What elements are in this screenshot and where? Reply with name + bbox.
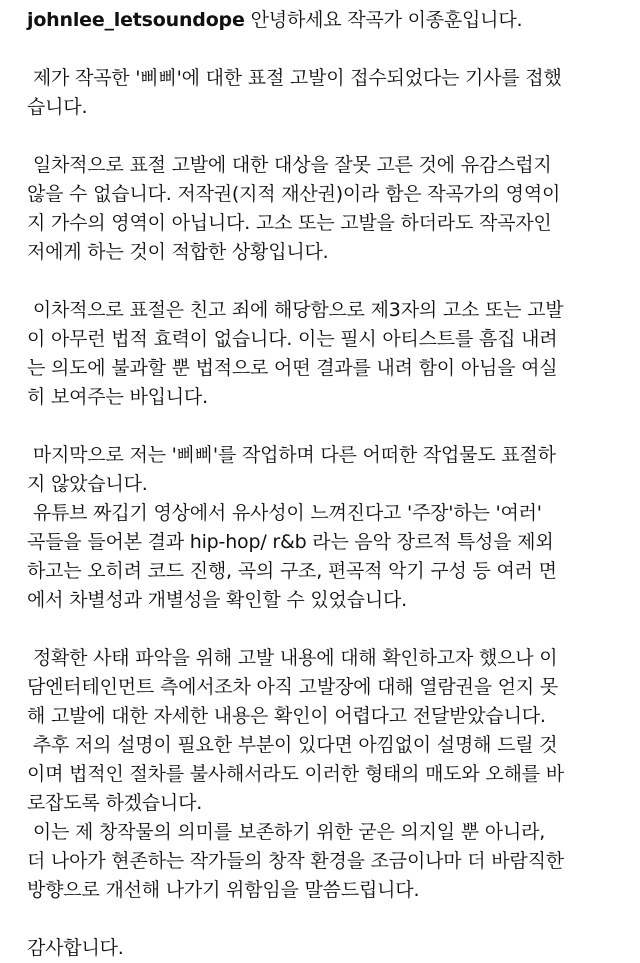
paragraph-gap bbox=[27, 615, 625, 644]
paragraph-closing bbox=[27, 934, 625, 963]
caption-line: 지 가수의 영역이 아닙니다. 고소 또는 고발을 하더라도 작곡자인 bbox=[27, 212, 552, 234]
closing-text: 감사합니다. bbox=[27, 937, 124, 959]
caption-line: 유튜브 짜깁기 영상에서 유사성이 느껴진다고 '주장'하는 '여러' bbox=[27, 502, 542, 524]
caption-line: 저에게 하는 것이 적합한 상황입니다. bbox=[27, 241, 329, 263]
caption-line: 정확한 사태 파악을 위해 고발 내용에 대해 확인하고자 했으나 이 bbox=[27, 647, 558, 669]
caption-line: 일차적으로 표절 고발에 대한 대상을 잘못 고른 것에 유감스럽지 bbox=[27, 154, 552, 176]
caption-line: 습니다. bbox=[27, 96, 88, 118]
caption-line: 지 않았습니다. bbox=[27, 473, 148, 495]
greeting-text: 안녕하세요 작곡가 이종훈입니다. bbox=[250, 9, 523, 31]
caption-header-line bbox=[27, 6, 625, 35]
caption-line: 방향으로 개선해 나가기 위함임을 말씀드립니다. bbox=[27, 879, 420, 901]
caption-line: 추후 저의 설명이 필요한 부분이 있다면 아낌없이 설명해 드릴 것 bbox=[27, 734, 558, 756]
caption-line: 제가 작곡한 '삐삐'에 대한 표절 고발이 접수되었다는 기사를 접했 bbox=[27, 67, 562, 89]
caption-line: 더 나아가 현존하는 작가들의 창작 환경을 조금이나마 더 바람직한 bbox=[27, 850, 564, 872]
caption-line: 로잡도록 하겠습니다. bbox=[27, 792, 203, 814]
caption-line: 담엔터테인먼트 측에서조차 아직 고발장에 대해 열람권을 얻지 못 bbox=[27, 676, 559, 698]
paragraph-gap bbox=[27, 412, 625, 441]
paragraph-gap bbox=[27, 267, 625, 296]
paragraph-gap bbox=[27, 122, 625, 151]
caption-line: 에서 차별성과 개별성을 확인할 수 있었습니다. bbox=[27, 589, 407, 611]
username-link[interactable]: johnlee_letsoundope bbox=[27, 9, 245, 31]
caption-line: 이며 법적인 절차를 불사해서라도 이러한 형태의 매도와 오해를 바 bbox=[27, 763, 564, 785]
caption-line: 이 아무런 법적 효력이 없습니다. 이는 필시 아티스트를 흠집 내려 bbox=[27, 328, 558, 350]
paragraph-legal-response bbox=[27, 644, 625, 905]
paragraph-second-point bbox=[27, 296, 625, 412]
caption-line: 는 의도에 불과할 뿐 법적으로 어떤 결과를 내려 함이 아님을 여실 bbox=[27, 357, 558, 379]
caption-line: 해 고발에 대한 자세한 내용은 확인이 어렵다고 전달받았습니다. bbox=[27, 705, 546, 727]
paragraph-first-point bbox=[27, 151, 625, 267]
caption-line: 하고는 오히려 코드 진행, 곡의 구조, 편곡적 악기 구성 등 여러 면 bbox=[27, 560, 557, 582]
paragraph-gap bbox=[27, 35, 625, 64]
caption-line: 이차적으로 표절은 친고 죄에 해당함으로 제3자의 고소 또는 고발 bbox=[27, 299, 564, 321]
paragraph-article-notice bbox=[27, 64, 625, 122]
caption-line: 않을 수 없습니다. 저작권(지적 재산권)이라 함은 작곡가의 영역이 bbox=[27, 183, 561, 205]
caption-line: 이는 제 창작물의 의미를 보존하기 위한 굳은 의지일 뿐 아니라, bbox=[27, 821, 546, 843]
post-caption bbox=[27, 6, 625, 963]
caption-line: 곡들을 들어본 결과 hip-hop/ r&b 라는 음악 장르적 특성을 제외 bbox=[27, 531, 554, 553]
caption-line: 히 보여주는 바입니다. bbox=[27, 386, 208, 408]
paragraph-final-point bbox=[27, 441, 625, 615]
caption-line: 마지막으로 저는 '삐삐'를 작업하며 다른 어떠한 작업물도 표절하 bbox=[27, 444, 556, 466]
